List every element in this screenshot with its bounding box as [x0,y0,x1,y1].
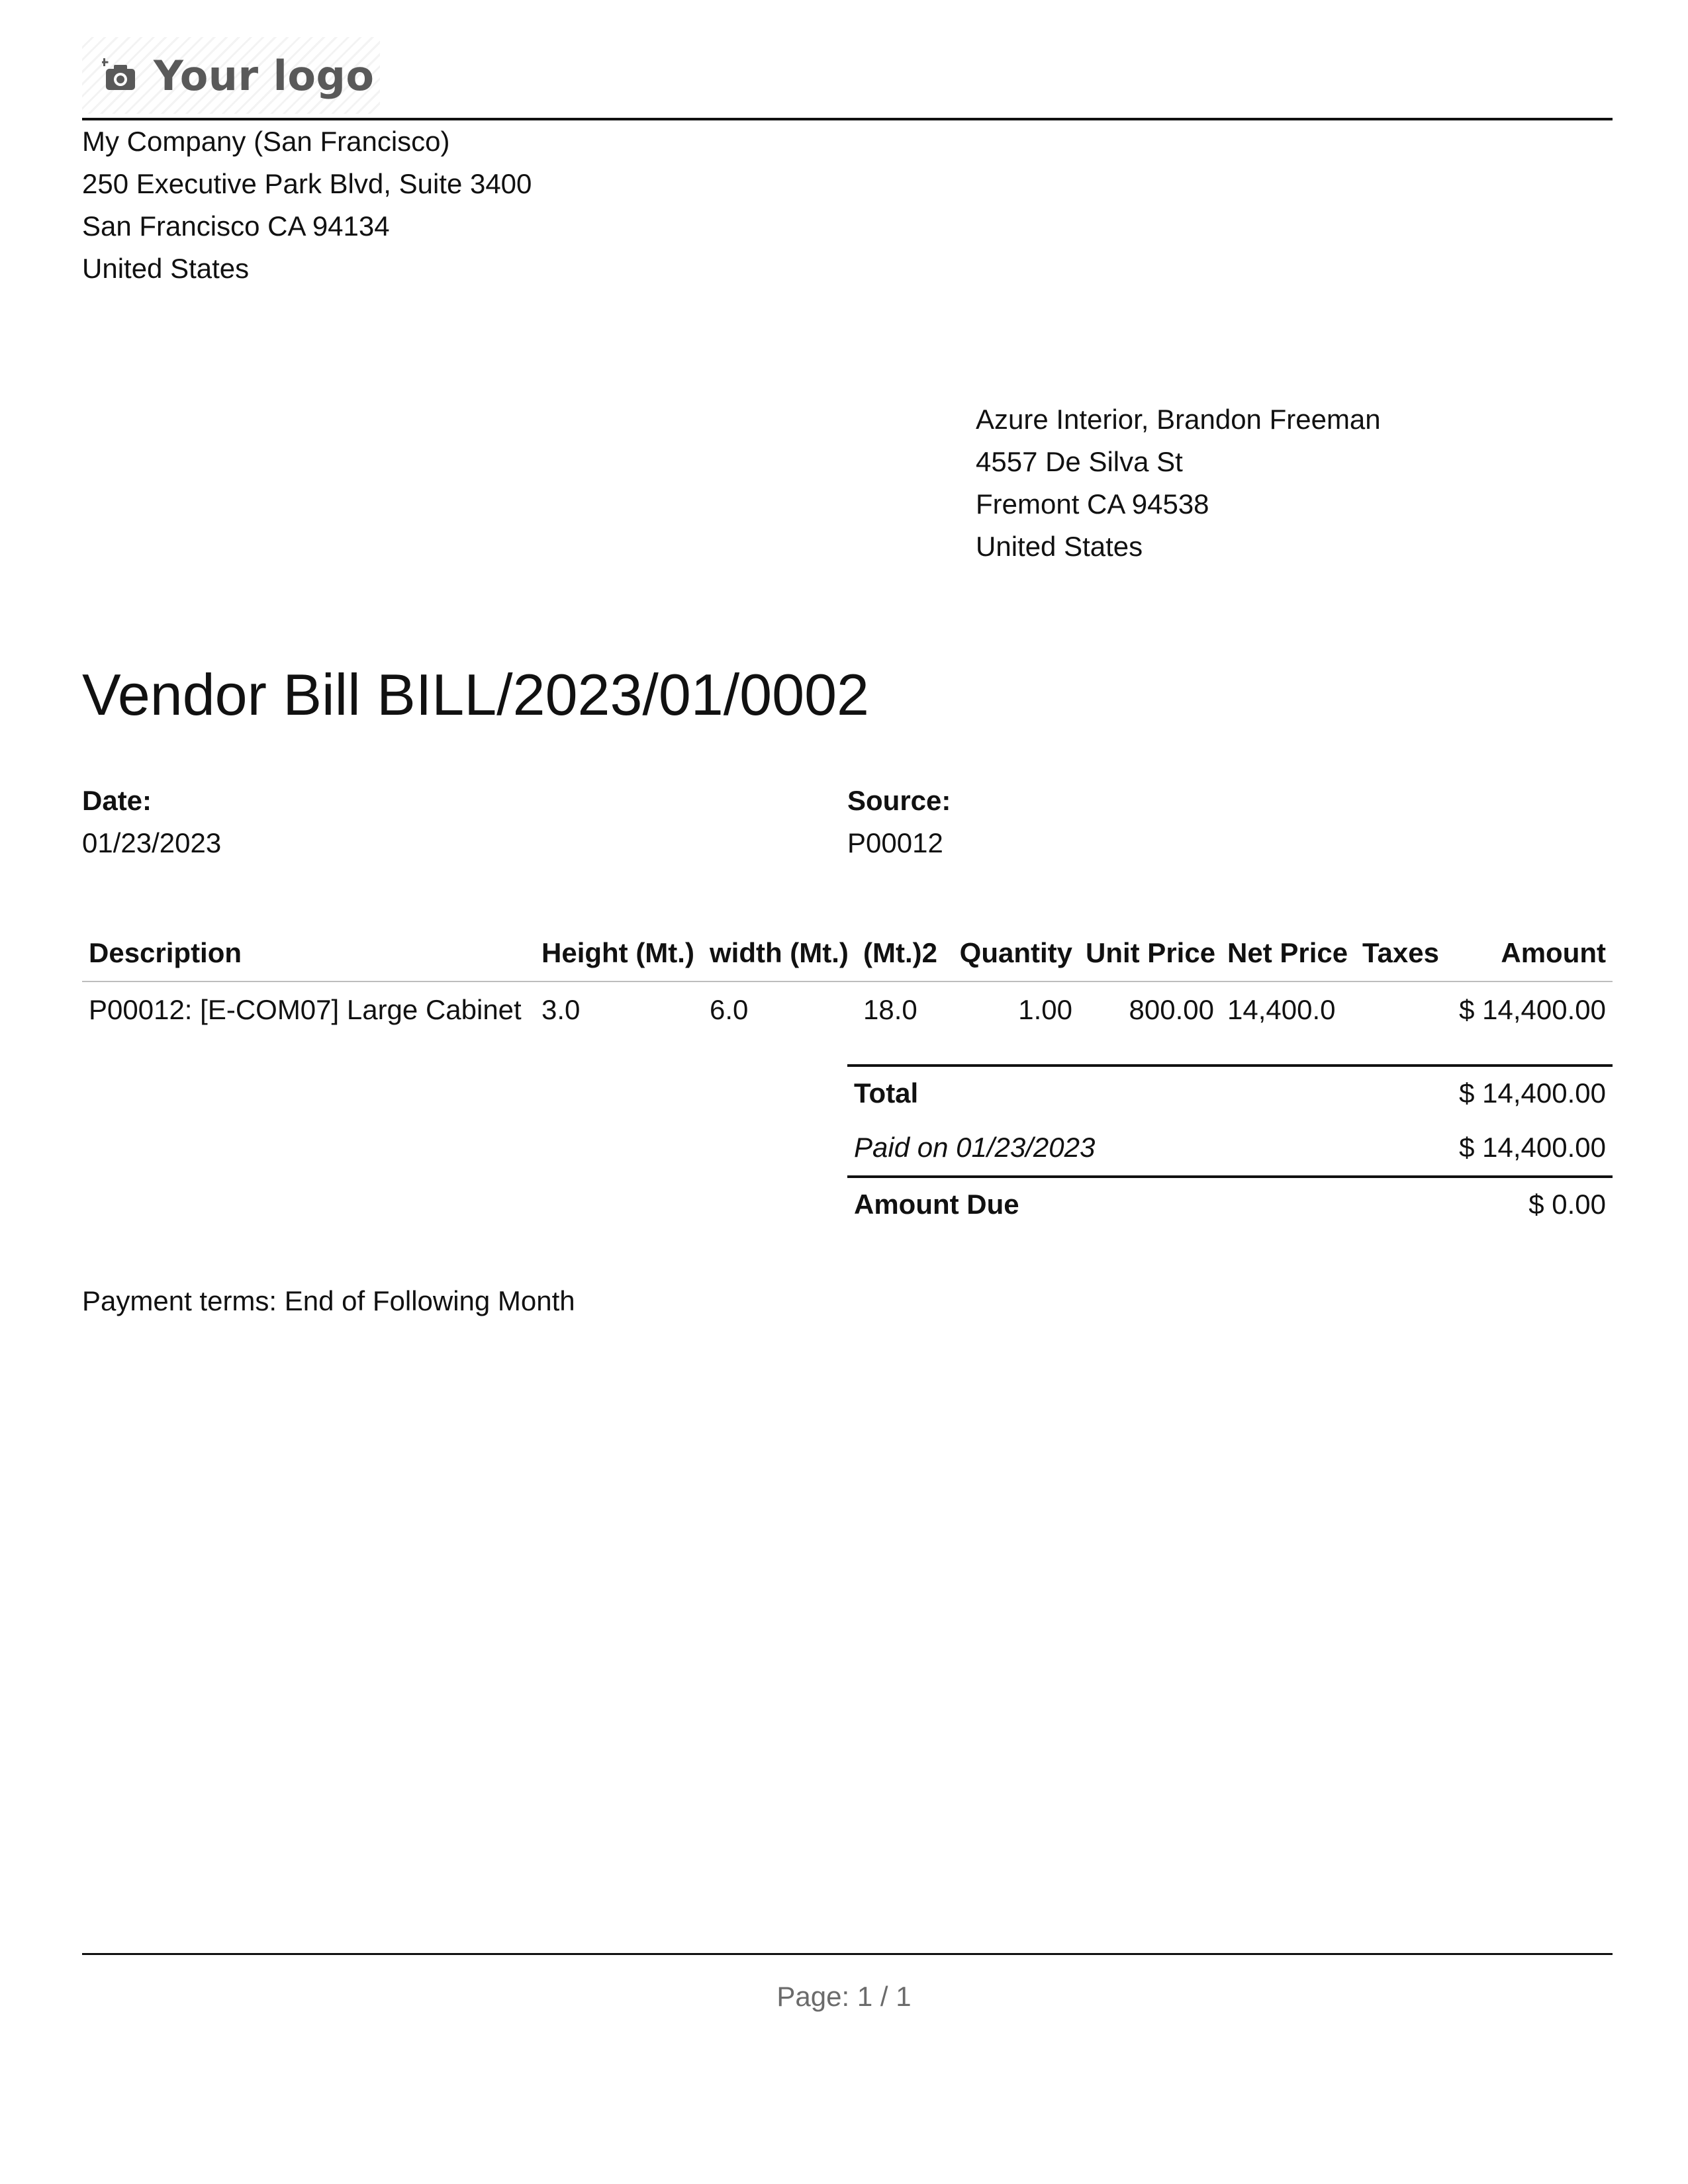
company-address [82,120,532,290]
camera-plus-icon [102,57,139,94]
footer-divider [82,1953,1613,1955]
column-header-width: width (Mt.) [710,937,849,968]
total-value: $ 14,400.00 [1459,1077,1606,1109]
line-amount: $ 14,400.00 [1459,994,1606,1025]
company-logo [82,37,380,114]
column-header-area: (Mt.)2 [863,937,937,968]
line-height: 3.0 [541,994,581,1025]
vendor-street: 4557 De Silva St [976,446,1183,477]
column-header-unit-price: Unit Price [1086,937,1216,968]
line-description: P00012: [E-COM07] Large Cabinet [89,994,522,1025]
page-number: Page: 1 / 1 [776,1981,912,2012]
payment-terms: Payment terms: End of Following Month [82,1285,575,1316]
vendor-country: United States [976,531,1143,562]
column-header-net-price: Net Price [1227,937,1348,968]
line-area: 18.0 [863,994,917,1025]
column-header-height: Height (Mt.) [541,937,694,968]
total-row [847,1064,1613,1120]
company-name: My Company (San Francisco) [82,126,450,157]
column-header-description: Description [89,937,242,968]
company-city: San Francisco CA 94134 [82,210,390,242]
table-row [82,982,1613,1038]
source-value: P00012 [847,827,943,858]
total-label: Total [854,1077,919,1109]
payment-value: $ 14,400.00 [1459,1132,1606,1163]
logo-text: Your logo [154,51,375,100]
totals-table [847,1064,1613,1231]
line-quantity: 1.00 [1018,994,1072,1025]
document-title: Vendor Bill BILL/2023/01/0002 [82,662,869,727]
line-width: 6.0 [710,994,749,1025]
date-value: 01/23/2023 [82,827,222,858]
amount-due-row [847,1175,1613,1231]
company-country: United States [82,253,250,284]
vendor-name: Azure Interior, Brandon Freeman [976,404,1381,435]
line-net-price: 14,400.0 [1227,994,1336,1025]
amount-due-value: $ 0.00 [1528,1189,1606,1220]
vendor-address [976,398,1381,568]
line-unit-price: 800.00 [1129,994,1214,1025]
date-label: Date: [82,785,152,816]
column-header-quantity: Quantity [959,937,1072,968]
invoice-lines-table [82,925,1613,1038]
company-street: 250 Executive Park Blvd, Suite 3400 [82,168,532,199]
source-label: Source: [847,785,951,816]
bill-date-block [82,780,221,864]
column-header-taxes: Taxes [1362,937,1439,968]
amount-due-label: Amount Due [854,1189,1019,1220]
payment-label: Paid on 01/23/2023 [854,1132,1096,1163]
vendor-city: Fremont CA 94538 [976,488,1209,520]
table-header-row [82,925,1613,982]
bill-source-block [847,780,951,864]
column-header-amount: Amount [1501,937,1606,968]
payment-row [847,1120,1613,1175]
